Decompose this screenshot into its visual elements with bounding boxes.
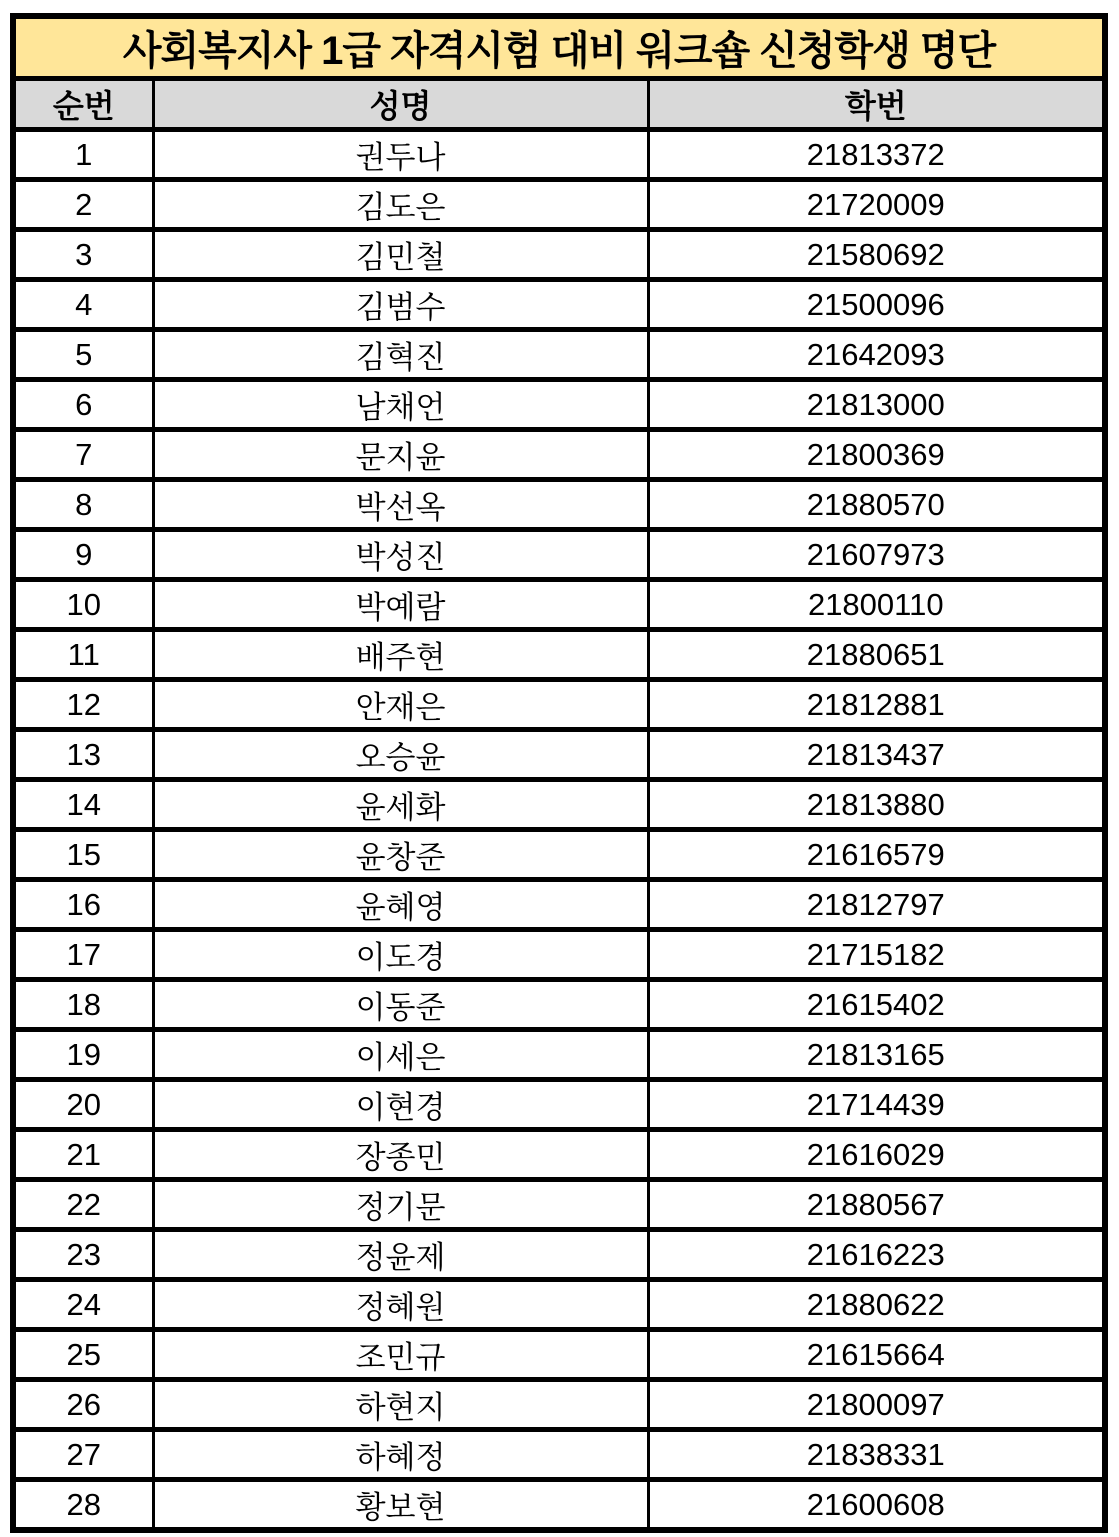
row-number-cell: 27	[13, 1430, 153, 1480]
student-name-cell: 정기문	[153, 1180, 648, 1230]
student-name-cell: 박선옥	[153, 480, 648, 530]
student-name-cell: 윤창준	[153, 830, 648, 880]
row-number-cell: 18	[13, 980, 153, 1030]
row-number-cell: 26	[13, 1380, 153, 1430]
student-name-cell: 이현경	[153, 1080, 648, 1130]
student-id-cell: 21800110	[648, 580, 1105, 630]
row-number-cell: 21	[13, 1130, 153, 1180]
student-name-cell: 오승윤	[153, 730, 648, 780]
table-row	[13, 830, 1105, 880]
table-row	[13, 380, 1105, 430]
student-name-cell: 배주현	[153, 630, 648, 680]
student-id-cell: 21616029	[648, 1130, 1105, 1180]
student-name-cell: 문지윤	[153, 430, 648, 480]
student-name-cell: 황보현	[153, 1480, 648, 1531]
table-row	[13, 1480, 1105, 1531]
row-number-cell: 2	[13, 180, 153, 230]
table-row	[13, 130, 1105, 180]
row-number-cell: 19	[13, 1030, 153, 1080]
row-number-cell: 15	[13, 830, 153, 880]
table-row	[13, 1330, 1105, 1380]
table-row	[13, 730, 1105, 780]
student-id-cell: 21813165	[648, 1030, 1105, 1080]
student-roster-table	[10, 13, 1108, 1533]
student-id-cell: 21616223	[648, 1230, 1105, 1280]
student-name-cell: 윤혜영	[153, 880, 648, 930]
row-number-cell: 23	[13, 1230, 153, 1280]
student-id-cell: 21615402	[648, 980, 1105, 1030]
student-id-cell: 21800369	[648, 430, 1105, 480]
table-row	[13, 1280, 1105, 1330]
row-number-cell: 16	[13, 880, 153, 930]
student-name-cell: 안재은	[153, 680, 648, 730]
student-name-cell: 김혁진	[153, 330, 648, 380]
table-row	[13, 630, 1105, 680]
student-id-cell: 21714439	[648, 1080, 1105, 1130]
table-row	[13, 580, 1105, 630]
table-row	[13, 1430, 1105, 1480]
row-number-cell: 3	[13, 230, 153, 280]
student-id-cell: 21812881	[648, 680, 1105, 730]
student-id-cell: 21880570	[648, 480, 1105, 530]
row-number-cell: 17	[13, 930, 153, 980]
student-id-cell: 21500096	[648, 280, 1105, 330]
table-row	[13, 530, 1105, 580]
row-number-cell: 20	[13, 1080, 153, 1130]
table-row	[13, 1030, 1105, 1080]
student-id-cell: 21813372	[648, 130, 1105, 180]
table-row	[13, 1230, 1105, 1280]
student-id-cell: 21642093	[648, 330, 1105, 380]
row-number-cell: 28	[13, 1480, 153, 1531]
table-row	[13, 280, 1105, 330]
student-id-cell: 21715182	[648, 930, 1105, 980]
student-name-cell: 이동준	[153, 980, 648, 1030]
row-number-cell: 5	[13, 330, 153, 380]
table-row	[13, 680, 1105, 730]
student-name-cell: 박성진	[153, 530, 648, 580]
student-id-cell: 21813000	[648, 380, 1105, 430]
row-number-cell: 10	[13, 580, 153, 630]
row-number-cell: 14	[13, 780, 153, 830]
row-number-cell: 22	[13, 1180, 153, 1230]
student-name-cell: 조민규	[153, 1330, 648, 1380]
student-name-cell: 김도은	[153, 180, 648, 230]
row-number-cell: 9	[13, 530, 153, 580]
student-id-cell: 21800097	[648, 1380, 1105, 1430]
student-id-cell: 21580692	[648, 230, 1105, 280]
student-id-cell: 21813437	[648, 730, 1105, 780]
column-header-row	[13, 79, 1105, 130]
table-body	[13, 130, 1105, 1531]
student-name-cell: 권두나	[153, 130, 648, 180]
student-id-cell: 21615664	[648, 1330, 1105, 1380]
table-row	[13, 880, 1105, 930]
column-header-no: 순번	[13, 79, 153, 130]
student-id-cell: 21812797	[648, 880, 1105, 930]
table-row	[13, 1180, 1105, 1230]
student-name-cell: 김범수	[153, 280, 648, 330]
row-number-cell: 8	[13, 480, 153, 530]
table-row	[13, 930, 1105, 980]
student-name-cell: 김민철	[153, 230, 648, 280]
row-number-cell: 13	[13, 730, 153, 780]
row-number-cell: 12	[13, 680, 153, 730]
table-row	[13, 480, 1105, 530]
student-name-cell: 이세은	[153, 1030, 648, 1080]
student-id-cell: 21813880	[648, 780, 1105, 830]
student-id-cell: 21880567	[648, 1180, 1105, 1230]
row-number-cell: 24	[13, 1280, 153, 1330]
row-number-cell: 6	[13, 380, 153, 430]
title-row	[13, 16, 1105, 79]
row-number-cell: 11	[13, 630, 153, 680]
student-id-cell: 21880651	[648, 630, 1105, 680]
table-row	[13, 330, 1105, 380]
student-id-cell: 21880622	[648, 1280, 1105, 1330]
student-name-cell: 이도경	[153, 930, 648, 980]
column-header-name: 성명	[153, 79, 648, 130]
table-row	[13, 780, 1105, 830]
student-name-cell: 남채언	[153, 380, 648, 430]
table-row	[13, 230, 1105, 280]
student-id-cell: 21838331	[648, 1430, 1105, 1480]
row-number-cell: 25	[13, 1330, 153, 1380]
row-number-cell: 7	[13, 430, 153, 480]
column-header-student-id: 학번	[648, 79, 1105, 130]
student-name-cell: 정윤제	[153, 1230, 648, 1280]
student-name-cell: 윤세화	[153, 780, 648, 830]
table-row	[13, 1130, 1105, 1180]
table-row	[13, 430, 1105, 480]
row-number-cell: 1	[13, 130, 153, 180]
table-row	[13, 980, 1105, 1030]
student-name-cell: 장종민	[153, 1130, 648, 1180]
student-name-cell: 박예람	[153, 580, 648, 630]
student-id-cell: 21607973	[648, 530, 1105, 580]
student-name-cell: 하혜정	[153, 1430, 648, 1480]
student-id-cell: 21720009	[648, 180, 1105, 230]
student-id-cell: 21600608	[648, 1480, 1105, 1531]
student-name-cell: 하현지	[153, 1380, 648, 1430]
document-title: 사회복지사 1급 자격시험 대비 워크숍 신청학생 명단	[13, 16, 1105, 79]
student-name-cell: 정혜원	[153, 1280, 648, 1330]
table-row	[13, 1380, 1105, 1430]
table-row	[13, 180, 1105, 230]
row-number-cell: 4	[13, 280, 153, 330]
student-id-cell: 21616579	[648, 830, 1105, 880]
table-row	[13, 1080, 1105, 1130]
